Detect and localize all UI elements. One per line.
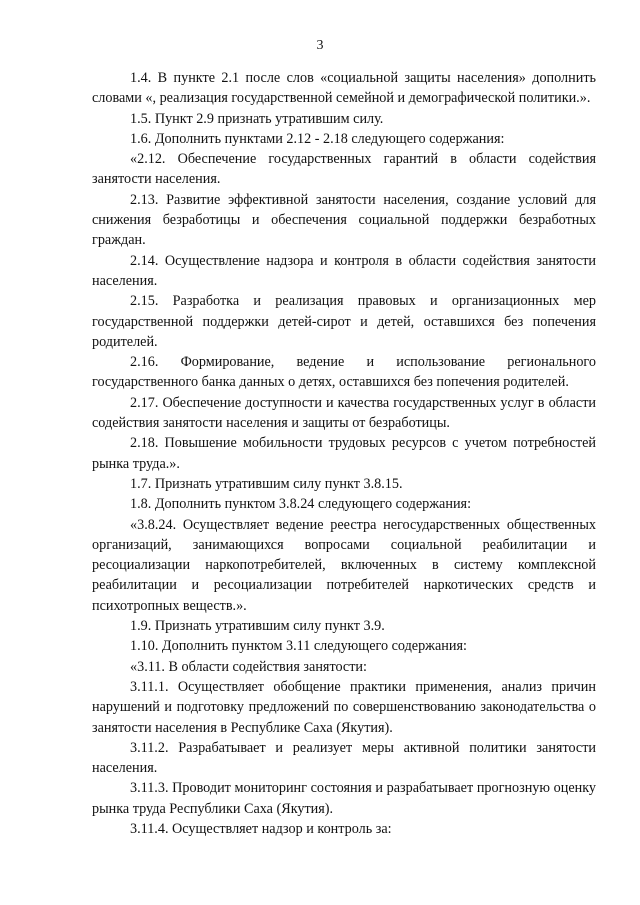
paragraph-2-18: 2.18. Повышение мобильности трудовых ресурсов с учетом потребностей рынка труда.». (92, 435, 596, 472)
page-number: 3 (316, 38, 324, 53)
paragraph-1-8: 1.8. Дополнить пунктом 3.8.24 следующего содержания: (130, 496, 472, 513)
paragraph-2-14: 2.14. Осуществление надзора и контроля в области содействия занятости населения. (92, 252, 596, 289)
paragraph-2-17: 2.17. Обеспечение доступности и качества государственных услуг в области содействия занятости населения и защиты от безработицы. (92, 394, 596, 432)
paragraph-2-16: 2.16. Формирование, ведение и использование регионального государственного банка данных о детях, оставшихся без попечения родителей. (92, 354, 596, 391)
paragraph-1-5: 1.5. Пункт 2.9 признать утратившим силу. (130, 110, 384, 127)
paragraph-2-13: 2.13. Развитие эффективной занятости населения, создание условий для снижения безработицы и обеспечения социальной поддержки безработных граждан. (92, 191, 596, 249)
paragraph-3-11-1: 3.11.1. Осуществляет обобщение практики применения, анализ причин нарушений и подготовку предложений по совершенствованию законодательства о занятости населения в Республике Саха (Якутия). (92, 678, 596, 736)
paragraph-1-9: 1.9. Признать утратившим силу пункт 3.9. (130, 618, 385, 635)
paragraph-3-11-4: 3.11.4. Осуществляет надзор и контроль за: (130, 820, 392, 837)
paragraph-2-12: «2.12. Обеспечение государственных гарантий в области содействия занятости населения. (92, 151, 596, 188)
paragraph-1-4: 1.4. В пункте 2.1 после слов «социальной защиты населения» дополнить словами «, реализация государственной семейной и демографической политики.». (92, 70, 596, 107)
paragraph-1-10: 1.10. Дополнить пунктом 3.11 следующего содержания: (130, 638, 467, 655)
paragraph-2-15: 2.15. Разработка и реализация правовых и организационных мер государственной поддержки детей-сирот и детей, оставшихся без попечения родителей. (92, 293, 596, 350)
paragraph-3-8-24: «3.8.24. Осуществляет ведение реестра негосударственных общественных организаций, занимающихся вопросами социальной реабилитации и ресоциализации наркопотребителей, включенных в систему комплексной реабилитации и ресоциализации потребителей наркотических средств и психотропных веществ.». (92, 516, 596, 614)
paragraph-3-11-2: 3.11.2. Разрабатывает и реализует меры активной политики занятости населения. (92, 739, 596, 777)
paragraph-3-11: «3.11. В области содействия занятости: (130, 658, 367, 675)
paragraph-1-7: 1.7. Признать утратившим силу пункт 3.8.15. (130, 475, 403, 492)
paragraph-3-11-3: 3.11.3. Проводит мониторинг состояния и разрабатывает прогнозную оценку рынка труда Республики Саха (Якутия). (92, 780, 596, 817)
document-body (92, 68, 596, 839)
paragraph-1-6: 1.6. Дополнить пунктами 2.12 - 2.18 следующего содержания: (130, 130, 505, 147)
